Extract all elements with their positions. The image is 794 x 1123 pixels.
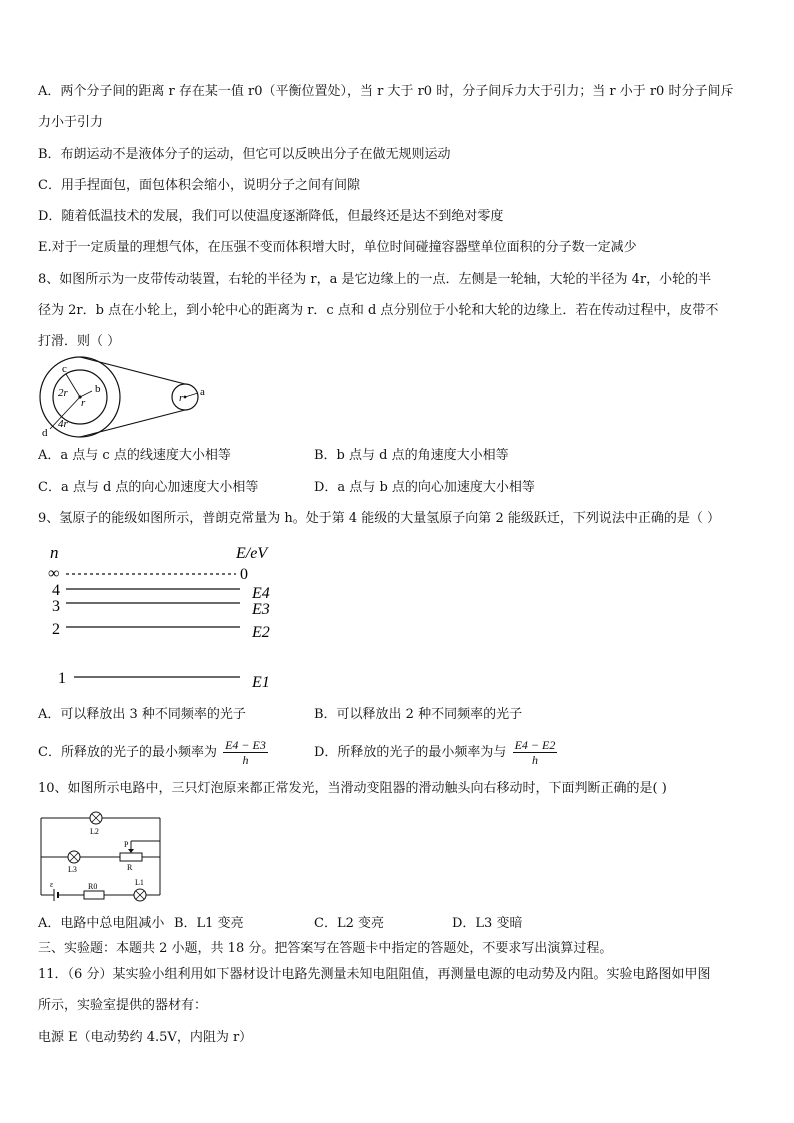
- q9-option-b: B．可以释放出 2 种不同频率的光子: [314, 707, 523, 722]
- q9-option-c-denominator: h: [242, 753, 249, 767]
- q9-option-c-numerator: E4 − E3: [225, 738, 266, 752]
- q9-option-d: [314, 736, 559, 770]
- q9-option-c: [38, 736, 270, 770]
- q11-stem-line1: 11．（6 分）某实验小组利用如下器材设计电路先测量未知电阻阻值，再测量电源的电动势及内阻。实验电路图如甲图: [38, 967, 711, 982]
- q9-option-d-text: D．所释放的光子的最小频率为与: [314, 745, 507, 760]
- point-a-label: a: [200, 386, 205, 398]
- q8-stem-line2: 径为 2r．b 点在小轮上，到小轮中心的距离为 r．c 点和 d 点分别位于小轮和大轮的边缘上．若在传动过程中，皮带不: [38, 303, 719, 318]
- q7-option-b: B．布朗运动不是液体分子的运动，但它可以反映出分子在做无规则运动: [38, 147, 451, 162]
- q9-option-d-numerator: E4 − E2: [514, 738, 556, 752]
- q8-option-b: B．b 点与 d 点的角速度大小相等: [314, 448, 509, 463]
- level-E3-label: E3: [252, 601, 270, 618]
- slider-P-label: P: [124, 840, 129, 849]
- lamp-L1-label: L1: [135, 878, 144, 887]
- q8-option-c: C．a 点与 d 点的向心加速度大小相等: [38, 480, 259, 495]
- q9-option-d-denominator: h: [531, 753, 538, 767]
- level-4-label: 4: [52, 582, 60, 599]
- q11-stem-line2: 所示，实验室提供的器材有：: [38, 998, 208, 1013]
- q10-option-d: D．L3 变暗: [452, 916, 523, 931]
- q7-option-e: E.对于一定质量的理想气体，在压强不变而体积增大时，单位时间碰撞容器壁单位面积的分子数一定减少: [38, 240, 637, 255]
- energy-axis-label: E/eV: [236, 545, 268, 562]
- lamp-L3-label: L3: [68, 865, 77, 874]
- rheostat-R-label: R: [127, 863, 133, 872]
- q9-option-a: A．可以释放出 3 种不同频率的光子: [38, 707, 246, 722]
- q10-option-c: C．L2 变亮: [314, 916, 384, 931]
- q8-option-a: A．a 点与 c 点的线速度大小相等: [38, 448, 231, 463]
- circuit-diagram: [38, 805, 168, 905]
- level-E2-label: E2: [252, 624, 270, 641]
- q10-option-a: A．电路中总电阻减小: [38, 916, 165, 931]
- q7-option-a-line1: A．两个分子间的距离 r 存在某一值 r0（平衡位置处），当 r 大于 r0 时，分子间斥力大于引力；当 r 小于 r0 时分子间斥: [38, 84, 734, 99]
- resistor-R0-label: R0: [88, 882, 98, 891]
- q10-option-b: B．L1 变亮: [174, 916, 244, 931]
- right-radius-label: r: [179, 392, 184, 404]
- point-d-label: d: [42, 427, 48, 439]
- radius-2r-label: 2r: [58, 387, 68, 399]
- emf-label: ε: [50, 880, 54, 889]
- level-2-label: 2: [52, 621, 60, 638]
- q8-stem-line3: 打滑．则（ ）: [38, 334, 121, 349]
- q9-option-c-text: C．所释放的光子的最小频率为: [38, 745, 217, 760]
- q9-option-c-fraction: [223, 738, 268, 767]
- level-zero-label: 0: [240, 566, 248, 583]
- level-E1-label: E1: [252, 674, 270, 691]
- belt-drive-figure: [38, 355, 218, 440]
- q11-stem-line3: 电源 E（电动势约 4.5V，内阻为 r）: [38, 1030, 253, 1045]
- level-E4-label: E4: [252, 585, 270, 602]
- q9-option-d-fraction: [513, 738, 558, 767]
- level-1-label: 1: [58, 670, 66, 687]
- section-3-heading: 三、实验题：本题共 2 小题，共 18 分。把答案写在答题卡中指定的答题处，不要求写出演算过程。: [38, 941, 613, 956]
- q10-stem: 10、如图所示电路中，三只灯泡原来都正常发光，当滑动变阻器的滑动触头向右移动时，下面判断正确的是( ): [38, 781, 667, 796]
- radius-4r-label: 4r: [58, 418, 68, 430]
- q7-option-c: C．用手捏面包，面包体积会缩小，说明分子之间有间隙: [38, 178, 360, 193]
- level-inf-label: ∞: [48, 565, 60, 582]
- q9-stem: 9、氢原子的能级如图所示，普朗克常量为 h。处于第 4 能级的大量氢原子向第 2 能级跃迁，下列说法中正确的是（ ）: [38, 511, 720, 526]
- energy-level-diagram: [44, 540, 284, 695]
- q8-stem-line1: 8、如图所示为一皮带传动装置，右轮的半径为 r，a 是它边缘上的一点．左侧是一轮轴，大轮的半径为 4r，小轮的半: [38, 272, 712, 287]
- point-b-label: b: [95, 383, 101, 395]
- lamp-L2-label: L2: [90, 827, 99, 836]
- radius-r-label: r: [81, 397, 86, 409]
- q7-option-d: D．随着低温技术的发展，我们可以使温度逐渐降低，但最终还是达不到绝对零度: [38, 209, 504, 224]
- point-c-label: c: [62, 363, 67, 375]
- q8-option-d: D．a 点与 b 点的向心加速度大小相等: [314, 480, 535, 495]
- n-axis-label: n: [50, 543, 59, 562]
- q7-option-a-line2: 力小于引力: [38, 115, 104, 130]
- level-3-label: 3: [52, 598, 60, 615]
